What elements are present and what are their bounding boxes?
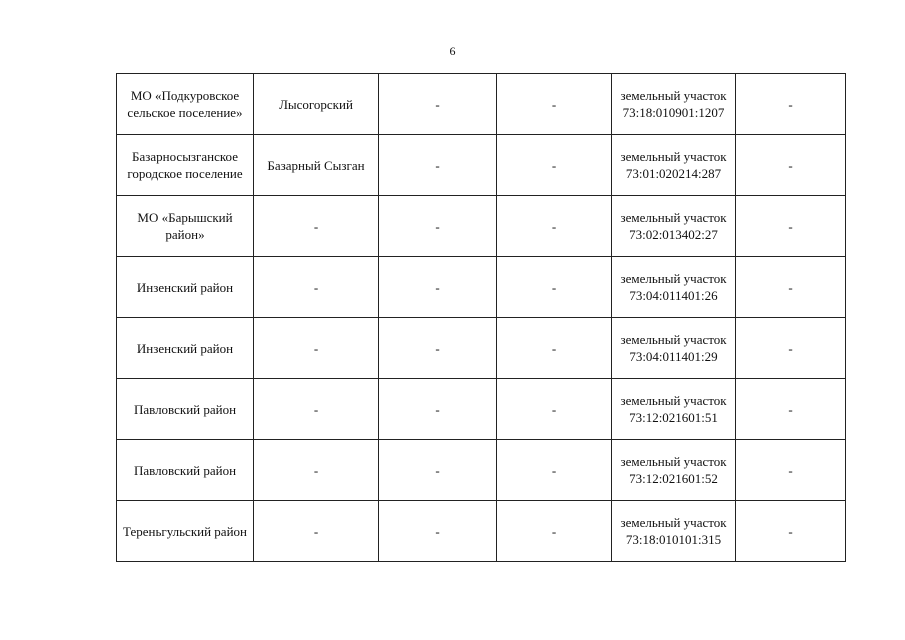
locality-cell: - (254, 196, 379, 257)
object-cell (612, 257, 736, 318)
object-type: земельный участок (620, 149, 727, 164)
empty-cell: - (379, 318, 497, 379)
object-cell (612, 379, 736, 440)
locality-cell: - (254, 501, 379, 562)
table-row (117, 196, 846, 257)
empty-cell: - (497, 257, 612, 318)
empty-cell: - (379, 440, 497, 501)
locality-cell: - (254, 257, 379, 318)
table-row (117, 379, 846, 440)
empty-cell: - (736, 379, 846, 440)
object-type: земельный участок (620, 393, 727, 408)
empty-cell: - (736, 440, 846, 501)
empty-cell: - (736, 501, 846, 562)
municipality-cell: МО «Подкуровское сельское поселение» (117, 74, 254, 135)
object-cell (612, 135, 736, 196)
cadastral-number: 73:12:021601:51 (629, 410, 718, 425)
object-type: земельный участок (620, 210, 727, 225)
empty-cell: - (736, 74, 846, 135)
municipality-cell: Тереньгульский район (117, 501, 254, 562)
cadastral-number: 73:18:010101:315 (625, 532, 722, 547)
object-type: земельный участок (620, 88, 727, 103)
object-cell (612, 196, 736, 257)
registry-table (116, 73, 846, 562)
cadastral-number: 73:04:011401:26 (629, 288, 718, 303)
object-cell (612, 318, 736, 379)
empty-cell: - (497, 135, 612, 196)
object-type: земельный участок (620, 515, 727, 530)
locality-cell: - (254, 440, 379, 501)
table-row (117, 440, 846, 501)
locality-cell: Лысогорский (254, 74, 379, 135)
object-cell (612, 74, 736, 135)
object-type: земельный участок (620, 454, 727, 469)
empty-cell: - (736, 318, 846, 379)
empty-cell: - (497, 318, 612, 379)
object-type: земельный участок (620, 271, 727, 286)
cadastral-number: 73:01:020214:287 (625, 166, 722, 181)
municipality-cell: МО «Барышский район» (117, 196, 254, 257)
empty-cell: - (497, 196, 612, 257)
empty-cell: - (497, 74, 612, 135)
empty-cell: - (736, 135, 846, 196)
page-number: 6 (449, 44, 456, 58)
table-row (117, 257, 846, 318)
cadastral-number: 73:18:010901:1207 (622, 105, 725, 120)
locality-cell: - (254, 318, 379, 379)
empty-cell: - (497, 440, 612, 501)
cadastral-number: 73:04:011401:29 (629, 349, 718, 364)
empty-cell: - (497, 379, 612, 440)
empty-cell: - (379, 74, 497, 135)
object-cell (612, 440, 736, 501)
municipality-cell: Базарносызганское городское поселение (117, 135, 254, 196)
empty-cell: - (379, 379, 497, 440)
table-row (117, 501, 846, 562)
municipality-cell: Павловский район (117, 440, 254, 501)
empty-cell: - (736, 257, 846, 318)
registry-table-body (117, 74, 846, 562)
empty-cell: - (379, 135, 497, 196)
locality-cell: - (254, 379, 379, 440)
cadastral-number: 73:02:013402:27 (629, 227, 718, 242)
object-type: земельный участок (620, 332, 727, 347)
table-row (117, 318, 846, 379)
table-row (117, 74, 846, 135)
locality-cell: Базарный Сызган (254, 135, 379, 196)
municipality-cell: Инзенский район (117, 318, 254, 379)
empty-cell: - (379, 196, 497, 257)
object-cell (612, 501, 736, 562)
empty-cell: - (736, 196, 846, 257)
table-row (117, 135, 846, 196)
cadastral-number: 73:12:021601:52 (629, 471, 718, 486)
empty-cell: - (497, 501, 612, 562)
empty-cell: - (379, 257, 497, 318)
municipality-cell: Павловский район (117, 379, 254, 440)
empty-cell: - (379, 501, 497, 562)
municipality-cell: Инзенский район (117, 257, 254, 318)
